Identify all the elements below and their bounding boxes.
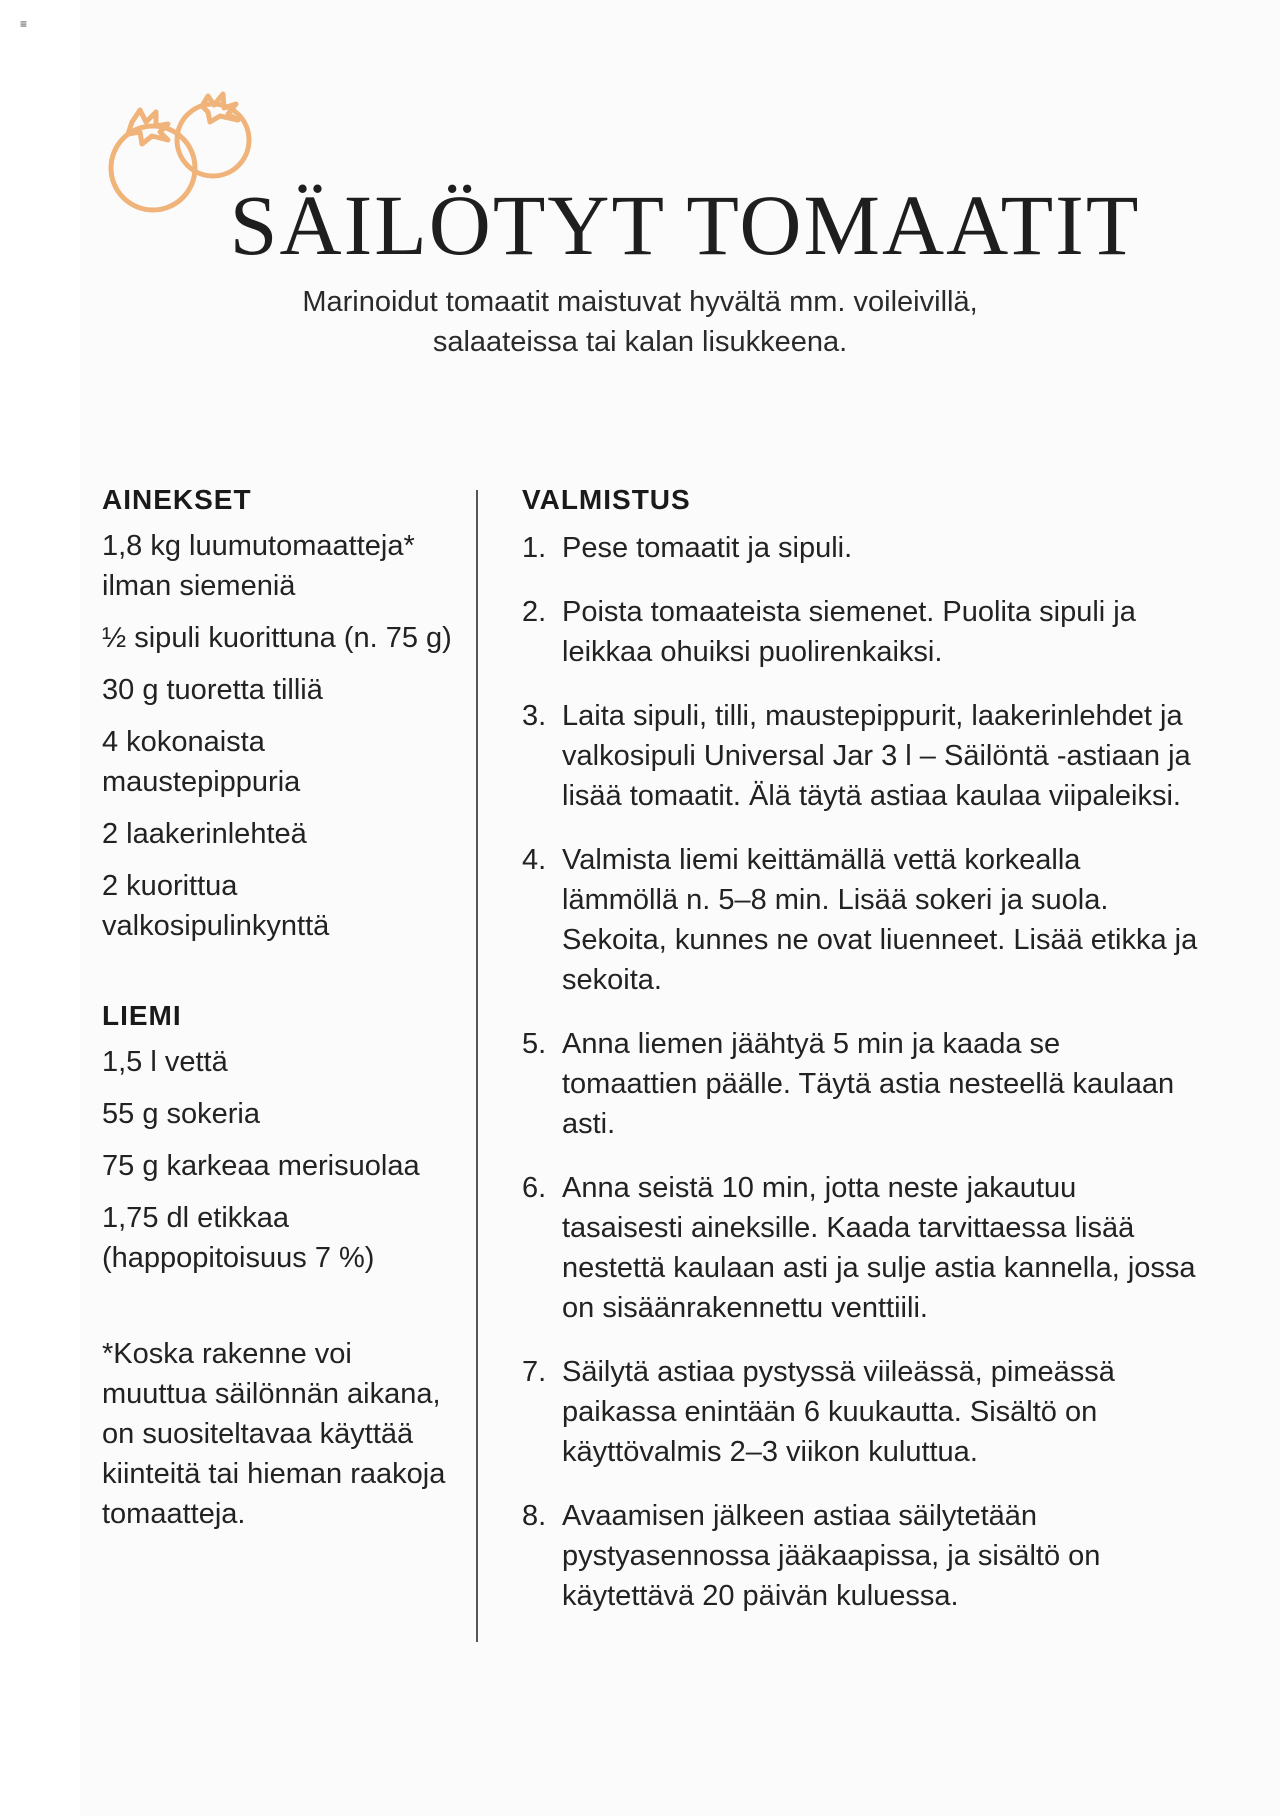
ingredient-item: 1,8 kg luumutomaatteja* ilman siemeniä xyxy=(102,530,415,602)
broth-item: 1,75 dl etikkaa (happopitoisuus 7 %) xyxy=(102,1202,375,1274)
step-number: 2. xyxy=(522,596,547,628)
step-number: 1. xyxy=(522,532,547,564)
step-number: 4. xyxy=(522,844,547,876)
step-text: Laita sipuli, tilli, maustepippurit, laakerinlehdet ja valkosipuli Universal Jar 3 l – Säilöntä -astiaan ja lisää tomaatit. Älä täytä astiaa kaulaa viipaleiksi. xyxy=(562,700,1191,812)
ingredients-column xyxy=(102,480,452,1534)
subtitle: Marinoidut tomaatit maistuvat hyvältä mm. voileivillä, salaateissa tai kalan lisukkeena. xyxy=(302,286,978,358)
step-text: Valmista liemi keittämällä vettä korkealla lämmöllä n. 5–8 min. Lisää sokeri ja suola. Sekoita, kunnes ne ovat liuenneet. Lisää etikka ja sekoita. xyxy=(562,844,1198,996)
footnote: *Koska rakenne voi muuttua säilönnän aikana, on suositeltavaa käyttää kiinteitä tai hieman raakoja tomaatteja. xyxy=(102,1338,446,1530)
ingredient-item: 4 kokonaista maustepippuria xyxy=(102,726,301,798)
step-number: 6. xyxy=(522,1172,547,1204)
broth-list xyxy=(102,1042,452,1278)
step-text: Säilytä astiaa pystyssä viileässä, pimeässä paikassa enintään 6 kuukautta. Sisältö on käyttövalmis 2–3 viikon kuluttua. xyxy=(562,1356,1115,1468)
step-text: Poista tomaateista siemenet. Puolita sipuli ja leikkaa ohuiksi puolirenkaiksi. xyxy=(562,596,1136,668)
broth-item: 1,5 l vettä xyxy=(102,1046,228,1078)
method-step xyxy=(522,1168,1202,1328)
method-steps xyxy=(522,528,1202,1616)
column-divider xyxy=(476,490,478,1642)
method-step xyxy=(522,1024,1202,1144)
step-text: Pese tomaatit ja sipuli. xyxy=(562,532,853,564)
step-number: 5. xyxy=(522,1028,547,1060)
ingredient-item: 30 g tuoretta tilliä xyxy=(102,674,323,706)
ingredients-list xyxy=(102,526,452,946)
step-text: Anna seistä 10 min, jotta neste jakautuu tasaisesti aineksille. Kaada tarvittaessa lisää nestettä kaulaan asti ja sulje astia kannella, jossa on sisäänrakennettu venttiili. xyxy=(562,1172,1196,1324)
menu-mark: ≡ xyxy=(20,17,28,31)
ingredients-heading: AINEKSET xyxy=(102,484,252,515)
ingredient-item: 2 kuorittua valkosipulinkynttä xyxy=(102,870,330,942)
step-text: Anna liemen jäähtyä 5 min ja kaada se tomaattien päälle. Täytä astia nesteellä kaulaan asti. xyxy=(562,1028,1175,1140)
ingredient-item: 2 laakerinlehteä xyxy=(102,818,307,850)
page-title: SÄILÖTYT TOMAATIT xyxy=(229,177,1141,273)
broth-item: 55 g sokeria xyxy=(102,1098,260,1130)
method-heading: VALMISTUS xyxy=(522,484,691,515)
step-number: 3. xyxy=(522,700,547,732)
method-step xyxy=(522,528,1202,568)
method-step xyxy=(522,1352,1202,1472)
method-step xyxy=(522,696,1202,816)
step-number: 7. xyxy=(522,1356,547,1388)
broth-heading: LIEMI xyxy=(102,1000,182,1031)
step-text: Avaamisen jälkeen astiaa säilytetään pystyasennossa jääkaapissa, ja sisältö on käytettävä 20 päivän kuluessa. xyxy=(562,1500,1101,1612)
method-step xyxy=(522,840,1202,1000)
step-number: 8. xyxy=(522,1500,547,1532)
method-column xyxy=(522,480,1202,1640)
method-step xyxy=(522,1496,1202,1616)
method-step xyxy=(522,592,1202,672)
ingredient-item: ½ sipuli kuorittuna (n. 75 g) xyxy=(102,622,452,654)
broth-item: 75 g karkeaa merisuolaa xyxy=(102,1150,420,1182)
